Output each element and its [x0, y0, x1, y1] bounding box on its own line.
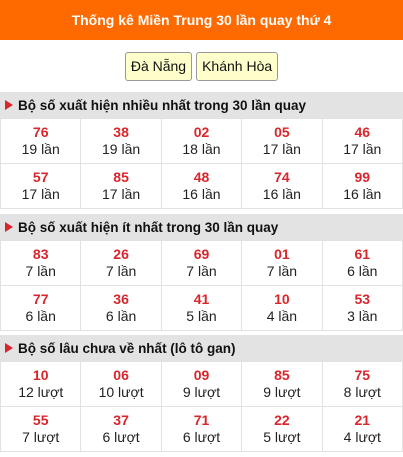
city-button-khanh-hoa[interactable]: Khánh Hòa — [196, 52, 278, 81]
stat-cell — [1, 119, 81, 164]
stats-table-least-frequent — [0, 240, 403, 331]
stat-cell — [1, 241, 81, 286]
lottery-number: 75 — [354, 367, 371, 383]
table-row — [1, 286, 403, 331]
occurrence-count: 12 lượt — [18, 384, 64, 400]
lottery-number: 10 — [32, 367, 49, 383]
occurrence-count: 16 lần — [262, 186, 301, 202]
stat-cell — [322, 407, 402, 452]
table-row — [1, 362, 403, 407]
lottery-number: 26 — [113, 246, 129, 262]
lottery-number: 37 — [113, 412, 129, 428]
triangle-right-icon — [5, 100, 13, 110]
section-title-least-frequent — [0, 214, 403, 240]
occurrence-count: 16 lần — [343, 186, 382, 202]
stat-cell — [161, 241, 241, 286]
table-row — [1, 407, 403, 452]
occurrence-count: 9 lượt — [182, 384, 221, 400]
stat-cell — [161, 119, 241, 164]
stat-cell — [242, 286, 322, 331]
stat-cell — [242, 119, 322, 164]
lottery-number: 10 — [274, 291, 290, 307]
occurrence-count: 17 lần — [262, 141, 301, 157]
occurrence-count: 19 lần — [21, 141, 60, 157]
stat-cell — [81, 286, 161, 331]
lottery-number: 85 — [274, 367, 290, 383]
triangle-right-icon — [5, 343, 13, 353]
lottery-number: 83 — [32, 246, 49, 262]
lottery-number: 09 — [193, 367, 210, 383]
stat-cell — [81, 119, 161, 164]
lottery-number: 21 — [354, 412, 371, 428]
lottery-number: 22 — [274, 412, 290, 428]
section-title-label: Bộ số xuất hiện ít nhất trong 30 lần quay — [18, 219, 279, 235]
occurrence-count: 4 lượt — [343, 429, 381, 445]
lottery-number: 06 — [113, 367, 129, 383]
lottery-number: 55 — [32, 412, 49, 428]
occurrence-count: 17 lần — [343, 141, 382, 157]
stat-cell — [81, 362, 161, 407]
occurrence-count: 19 lần — [102, 141, 141, 157]
stat-cell — [81, 241, 161, 286]
stats-table-most-frequent — [0, 118, 403, 209]
stat-cell — [161, 407, 241, 452]
stat-cell — [81, 164, 161, 209]
occurrence-count: 6 lần — [347, 263, 378, 279]
section-title-label: Bộ số lâu chưa về nhất (lô tô gan) — [18, 340, 236, 356]
table-row — [1, 164, 403, 209]
page-title: Thống kê Miền Trung 30 lần quay thứ 4 — [71, 12, 332, 28]
lottery-number: 38 — [113, 124, 129, 140]
stat-cell — [161, 164, 241, 209]
lottery-number: 99 — [354, 169, 371, 185]
lottery-number: 41 — [193, 291, 210, 307]
occurrence-count: 7 lượt — [22, 429, 60, 445]
occurrence-count: 6 lượt — [182, 429, 221, 445]
stat-cell — [322, 164, 402, 209]
triangle-right-icon — [5, 222, 13, 232]
lottery-number: 46 — [354, 124, 371, 140]
occurrence-count: 16 lần — [182, 186, 221, 202]
stat-cell — [322, 119, 402, 164]
lottery-number: 48 — [193, 169, 210, 185]
stat-cell — [322, 362, 402, 407]
stat-cell — [242, 164, 322, 209]
stat-cell — [1, 362, 81, 407]
stat-cell — [161, 286, 241, 331]
occurrence-count: 6 lần — [105, 308, 137, 324]
section-title-longest-absent — [0, 335, 403, 361]
stat-cell — [322, 286, 402, 331]
stat-cell — [242, 362, 322, 407]
section-title-most-frequent — [0, 92, 403, 118]
statistics-sections — [0, 92, 403, 452]
occurrence-count: 4 lần — [266, 308, 298, 324]
occurrence-count: 5 lượt — [263, 429, 301, 445]
occurrence-count: 6 lần — [25, 308, 56, 324]
lottery-number: 71 — [193, 412, 210, 428]
section-title-label: Bộ số xuất hiện nhiều nhất trong 30 lần quay — [18, 97, 307, 113]
lottery-number: 61 — [354, 246, 371, 262]
stat-cell — [1, 164, 81, 209]
occurrence-count: 6 lượt — [102, 429, 140, 445]
occurrence-count: 7 lần — [105, 263, 137, 279]
stat-cell — [161, 362, 241, 407]
occurrence-count: 8 lượt — [343, 384, 381, 400]
stat-cell — [1, 407, 81, 452]
table-row — [1, 119, 403, 164]
stat-cell — [1, 286, 81, 331]
lottery-number: 77 — [32, 291, 49, 307]
page-header — [0, 0, 403, 40]
city-button-da-nang[interactable]: Đà Nẵng — [125, 52, 192, 81]
occurrence-count: 7 lần — [186, 263, 217, 279]
lottery-number: 53 — [354, 291, 371, 307]
occurrence-count: 17 lần — [102, 186, 141, 202]
stat-cell — [322, 241, 402, 286]
occurrence-count: 3 lần — [347, 308, 378, 324]
lottery-number: 36 — [113, 291, 129, 307]
occurrence-count: 10 lượt — [98, 384, 144, 400]
lottery-number: 57 — [32, 169, 49, 185]
lottery-number: 76 — [32, 124, 49, 140]
lottery-number: 02 — [193, 124, 210, 140]
lottery-number: 01 — [274, 246, 290, 262]
occurrence-count: 7 lần — [25, 263, 56, 279]
occurrence-count: 18 lần — [182, 141, 221, 157]
table-row — [1, 241, 403, 286]
city-buttons — [0, 40, 403, 92]
lottery-number: 74 — [274, 169, 290, 185]
occurrence-count: 9 lượt — [263, 384, 301, 400]
occurrence-count: 5 lần — [186, 308, 217, 324]
lottery-number: 85 — [113, 169, 129, 185]
stat-cell — [242, 407, 322, 452]
stat-cell — [242, 241, 322, 286]
lottery-number: 05 — [274, 124, 290, 140]
stat-cell — [81, 407, 161, 452]
stats-table-longest-absent — [0, 361, 403, 452]
lottery-number: 69 — [193, 246, 210, 262]
occurrence-count: 7 lần — [266, 263, 298, 279]
occurrence-count: 17 lần — [21, 186, 60, 202]
